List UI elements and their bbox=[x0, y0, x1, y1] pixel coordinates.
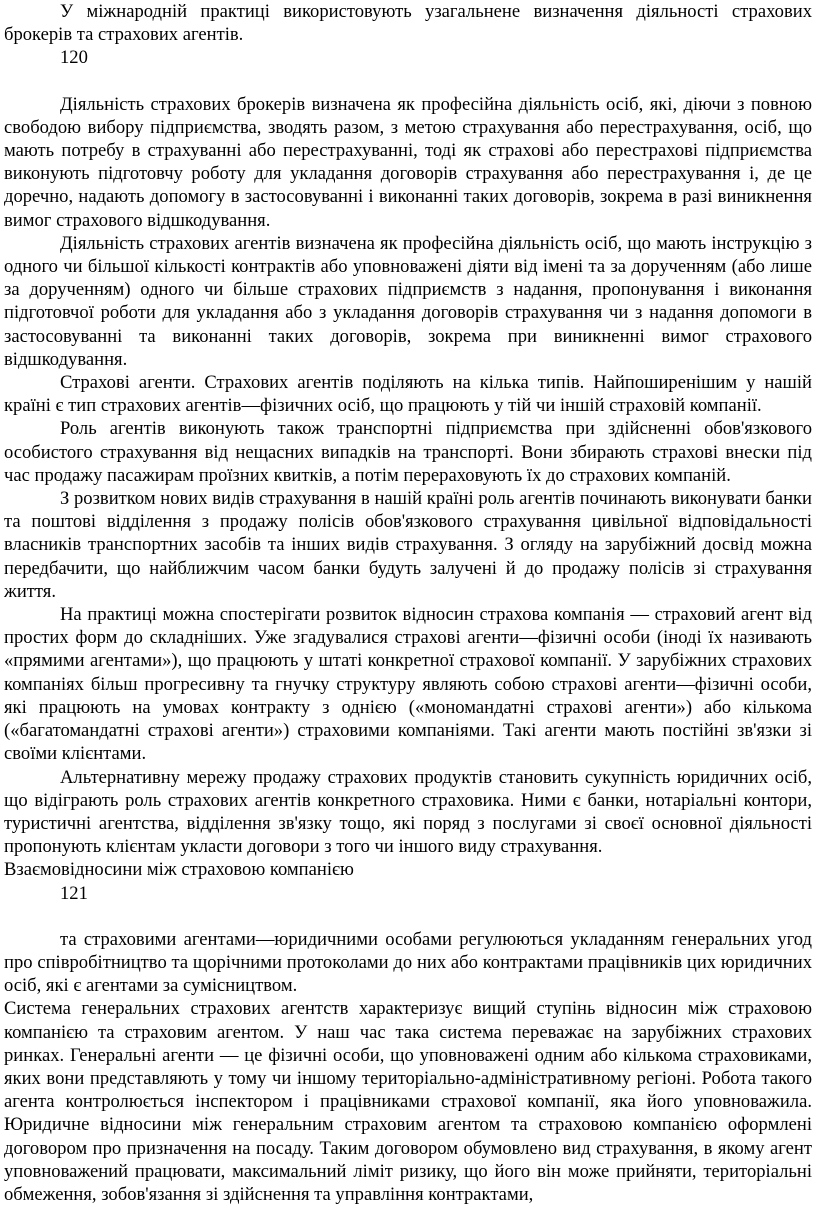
paragraph-brokers-definition: Діяльність страхових брокерів визначена як професійна діяльність осіб, які, діючи з повною свободою вибору підприємства, зводять разом, з метою страхування або перестрахування, осіб, що мають потребу в страхуванні або перестрахуванні, тоді як страхові або перестрахові підприємства виконують підготовчу роботу для укладання договорів страхування або перестрахування і, де це доречно, надають допомогу в застосовуванні і виконанні таких договорів, зокрема в разі виникнення вимог страхового відшкодування. bbox=[4, 93, 812, 231]
paragraph-banks-post: З розвитком нових видів страхування в нашій країні роль агентів починають виконувати банки та поштові відділення з продажу полісів обов'язкового страхування цивільної відповідальності власників транспортних засобів та інших видів страхування. З огляду на зарубіжний досвід можна передбачити, що найближчим часом банки будуть залучені й до продажу полісів зі страхування життя. bbox=[4, 488, 812, 602]
paragraph-agents-definition: Діяльність страхових агентів визначена як професійна діяльність осіб, що мають інструкцію з одного чи більшої кількості контрактів або уповноважені діяти від імені та за дорученням (або лише за дорученням) одного чи більше страхових підприємств з надання, пропонування і виконання підготовчої роботи для укладання або з укладання договорів страхування чи з надання допомоги в застосовуванні та виконанні таких договорів, зокрема при виникненні вимог страхового відшкодування. bbox=[4, 232, 812, 370]
page-number-121: 121 bbox=[60, 882, 88, 904]
paragraph-practice-development: На практиці можна спостерігати розвиток відносин страхова компанія — страховий агент від простих форм до складніших. Уже згадувалися страхові агенти—фізичні особи (іноді їх називають «прямими агентами»), що працюють у штаті конкретної страхової компанії. У зарубіжних страхових компаніях більш прогресивну та гнучку структуру являють собою страхові агенти—фізичні особи, які працюють на умовах контракту з однією («мономандатні страхові агенти») або кількома («багатомандатні страхові агенти») страховими компаніями. Такі агенти мають постійні зв'язки зі своїми клієнтами. bbox=[4, 604, 812, 765]
spacer bbox=[4, 905, 812, 928]
paragraph-legal-entity-agents: та страховими агентами—юридичними особами регулюються укладанням генеральних угод про співробітництво та щорічними протоколами до них або контрактами працівників цих юридичних осіб, які є агентами за сумісництвом. bbox=[4, 928, 812, 997]
paragraph-transport-agents: Роль агентів виконують також транспортні підприємства при здійсненні обов'язкового особистого страхування від нещасних випадків на транспорті. Вони збирають страхові внески під час продажу пасажирам проїзних квитків, а потім перераховують їх до страхових компаній. bbox=[4, 418, 812, 486]
paragraph-agent-types: Страхові агенти. Страхових агентів поділяють на кілька типів. Найпоширенішим у нашій країні є тип страхових агентів—фізичних осіб, що працюють у тій чи іншій страховій компанії. bbox=[4, 372, 812, 417]
paragraph-general-agencies: Система генеральних страхових агентств характеризує вищий ступінь відносин між страховою компанією та страховим агентом. У наш час така система переважає на зарубіжних страхових ринках. Генеральні агенти — це фізичні особи, що уповноважені одним або кількома страховиками, яких вони представляють у тому чи іншому територіально-адміністративному регіоні. Робота такого агента контролюється інспектором і працівниками страхової компанії, яка його уповноважила. Юридичне відносини між генеральним страховим агентом та страховою компанією оформлені договором про призначення на посаду. Таким договором обумовлено вид страхування, в якому агент уповноважений працювати, максимальний ліміт ризику, що його він може прийняти, територіальні обмеження, зобов'язання зі здійснення та управління контрактами, bbox=[4, 998, 812, 1205]
paragraph-intro: У міжнародній практиці використовують узагальнене визначення діяльності страхових брокерів та страхових агентів. bbox=[4, 1, 812, 46]
page-number-120: 120 bbox=[60, 47, 88, 69]
document-page bbox=[4, 0, 812, 1206]
spacer bbox=[4, 70, 812, 93]
paragraph-relations-heading: Взаємовідносини між страховою компанією bbox=[4, 859, 354, 881]
paragraph-alternative-network: Альтернативну мережу продажу страхових продуктів становить сукупність юридичних осіб, що відіграють роль страхових агентів конкретного страховика. Ними є банки, нотаріальні контори, туристичні агентства, відділення зв'язку тощо, які поряд з послугами зі своєї основної діяльності пропонують клієнтам укласти договори з того чи іншого виду страхування. bbox=[4, 766, 812, 858]
